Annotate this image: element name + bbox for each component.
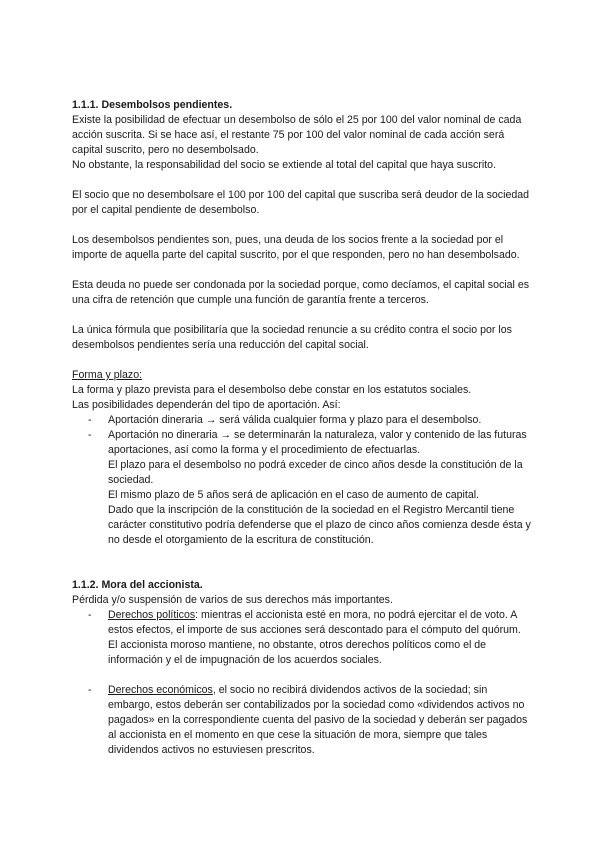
paragraph: Los desembolsos pendientes son, pues, una deuda de los socios frente a la sociedad por el importe de aquella parte del capital suscrito, por el que responden, pero no han desembolsado.	[72, 234, 520, 261]
paragraph: La única fórmula que posibilitaría que la sociedad renuncie a su crédito contra el socio por los desembolsos pendientes sería una reducción del capital social.	[72, 324, 512, 351]
list-item-continuation: El accionista moroso mantiene, no obstante, otros derechos políticos como el de información y el de impugnación de los acuerdos sociales.	[108, 639, 487, 666]
section-heading: 1.1.2. Mora del accionista.	[72, 579, 203, 591]
paragraph: El socio que no desembolsare el 100 por 100 del capital que suscriba será deudor de la sociedad por el capital pendiente de desembolso.	[72, 189, 530, 216]
paragraph: No obstante, la responsabilidad del socio se extiende al total del capital que haya suscrito.	[72, 159, 497, 171]
list-item	[72, 413, 532, 428]
list-item	[72, 608, 532, 638]
paragraph: Pérdida y/o suspensión de varios de sus derechos más importantes.	[72, 594, 393, 606]
section-heading: 1.1.1. Desembolsos pendientes.	[72, 99, 233, 111]
document-page	[72, 98, 532, 758]
list-item-text: : mientras el accionista esté en mora, no podrá ejercitar el de voto. A estos efectos, el importe de sus acciones será descontado para el cómputo del quórum.	[108, 609, 521, 636]
bullet-dash: -	[88, 684, 92, 696]
list-item-text: Aportación no dineraria → se determinarán la naturaleza, valor y contenido de las futuras aportaciones, así como la forma y el procedimiento de efectuarlas.	[108, 429, 527, 456]
list-item-continuation: El plazo para el desembolso no podrá exceder de cinco años desde la constitución de la sociedad.	[108, 459, 523, 486]
list-item-text: Aportación dineraria → será válida cualquier forma y plazo para el desembolso.	[108, 414, 482, 426]
paragraph: La forma y plazo prevista para el desembolso debe constar en los estatutos sociales.	[72, 384, 472, 396]
list-item	[72, 428, 532, 458]
list-item-continuation: Dado que la inscripción de la constitución de la sociedad en el Registro Mercantil tiene carácter constitutivo podría defenderse que el plazo de cinco años comienza desde ésta y no desde el otorgamiento de la escritura de constitución.	[108, 504, 531, 546]
bullet-dash: -	[88, 429, 92, 441]
list-item-title: Derechos económicos	[108, 684, 213, 696]
paragraph: Las posibilidades dependerán del tipo de aportación. Así:	[72, 399, 341, 411]
bullet-dash: -	[88, 609, 92, 621]
list-item	[72, 683, 532, 758]
paragraph: Existe la posibilidad de efectuar un desembolso de sólo el 25 por 100 del valor nominal de cada acción suscrita. Si se hace así, el restante 75 por 100 del valor nominal de cada acción será capital suscrito, pero no desembolsado.	[72, 114, 522, 156]
list-item-title: Derechos políticos	[108, 609, 196, 621]
list-item-continuation: El mismo plazo de 5 años será de aplicación en el caso de aumento de capital.	[108, 489, 480, 501]
list-item-text: , el socio no recibirá dividendos activos de la sociedad; sin embargo, estos deberán ser contabilizados por la sociedad como «dividendos activos no pagados» en la correspondiente cuenta del pasivo de la sociedad y deberán ser pagados al accionista en el momento en que cese la situación de mora, siempre que tales dividendos activos no estuviesen prescritos.	[108, 684, 528, 756]
subheading-forma-plazo: Forma y plazo:	[72, 369, 143, 381]
paragraph: Esta deuda no puede ser condonada por la sociedad porque, como decíamos, el capital social es una cifra de retención que cumple una función de garantía frente a terceros.	[72, 279, 530, 306]
bullet-dash: -	[88, 414, 92, 426]
